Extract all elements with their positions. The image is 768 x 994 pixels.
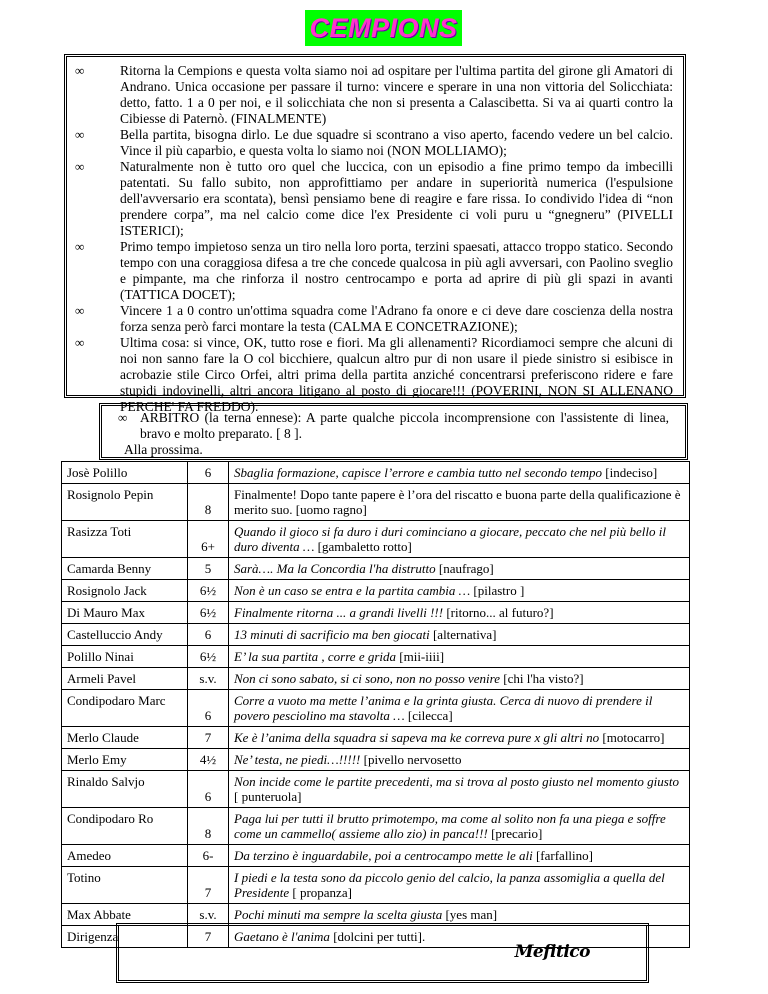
player-name: Castelluccio Andy <box>62 624 188 646</box>
rating-row <box>62 580 690 602</box>
page-title-banner <box>305 10 462 46</box>
player-comment-cell <box>229 845 690 867</box>
player-comment-cell <box>229 808 690 845</box>
player-comment: Sarà…. Ma la Concordia l'ha distrutto <box>234 561 436 576</box>
player-name: Rosignolo Pepin <box>62 484 188 521</box>
infinity-bullet-icon: ∞ <box>75 159 85 174</box>
player-nickname: [pilastro ] <box>473 583 525 598</box>
player-nickname: [cilecca] <box>407 708 453 723</box>
player-nickname: [ritorno... al futuro?] <box>446 605 554 620</box>
player-comment-cell <box>229 484 690 521</box>
rating-row <box>62 808 690 845</box>
player-vote: 8 <box>188 484 229 521</box>
referee-box <box>99 403 688 460</box>
player-name: Rosignolo Jack <box>62 580 188 602</box>
player-comment-cell <box>229 646 690 668</box>
report-paragraph <box>75 239 673 303</box>
player-comment-cell <box>229 521 690 558</box>
player-nickname: [alternativa] <box>432 627 497 642</box>
rating-row <box>62 602 690 624</box>
infinity-bullet-icon: ∞ <box>75 127 85 142</box>
player-nickname: [motocarro] <box>602 730 665 745</box>
player-name: Condipodaro Marc <box>62 690 188 727</box>
infinity-bullet-icon: ∞ <box>75 303 85 318</box>
player-comment-cell <box>229 727 690 749</box>
player-vote: 6 <box>188 771 229 808</box>
player-comment: Ne’ testa, ne piedi…!!!!! <box>234 752 361 767</box>
report-paragraph-list <box>75 63 673 415</box>
player-name: Merlo Claude <box>62 727 188 749</box>
player-vote: 7 <box>188 727 229 749</box>
player-name: Di Mauro Max <box>62 602 188 624</box>
rating-row <box>62 749 690 771</box>
report-paragraph <box>75 303 673 335</box>
player-comment: 13 minuti di sacrificio ma ben giocati <box>234 627 430 642</box>
player-nickname: [mii-iiii] <box>399 649 445 664</box>
player-vote: 6½ <box>188 646 229 668</box>
match-report-box <box>64 54 686 414</box>
player-comment: Gaetano è l'anima <box>234 929 330 944</box>
referee-line <box>118 410 677 442</box>
paragraph-text: Ultima cosa: si vince, OK, tutto rose e fiori. Ma gli allenamenti? Ricordiamoci sempre che alcuni di noi non sanno fare la O col bicchiere, qualcun altro pur di non usare il piede sinistro si esibisce in acrobazie stile Circo Orfei, altri prima della partita anziché concentrarsi preferiscono ridere e fare stupidi indovinelli, altri ancora litigano al posto di giocare!!! (POVERINI, NON SI ALLENANO PERCHE' FA FREDDO). <box>120 335 673 414</box>
rating-row <box>62 484 690 521</box>
closing-text: Alla prossima. <box>124 442 203 457</box>
player-name: Dirigenza <box>62 926 188 948</box>
paragraph-text: Ritorna la Cempions e questa volta siamo noi ad ospitare per l'ultima partita del girone gli Amatori di Andrano. Unica occasione per passare il turno: vincere e sperare in una non vittoria del Solicchiata: detto, fatto. 1 a 0 per noi, e il solicchiata che non si presenta a Calascibetta. Si va ai quarti contro la Cibiesse di Paternò. (FINALMENTE) <box>120 63 673 126</box>
player-comment: Non ci sono sabato, si ci sono, non no posso venire <box>234 671 501 686</box>
player-nickname: [ propanza] <box>292 885 352 900</box>
rating-row <box>62 558 690 580</box>
player-comment: Non è un caso se entra e la partita cambia … <box>234 583 471 598</box>
player-name: Camarda Benny <box>62 558 188 580</box>
report-paragraph <box>75 63 673 127</box>
player-vote: 5 <box>188 558 229 580</box>
player-vote: 6½ <box>188 602 229 624</box>
player-comment-cell <box>229 462 690 484</box>
player-nickname: [gambaletto rotto] <box>317 539 412 554</box>
rating-row <box>62 690 690 727</box>
player-comment: Quando il gioco si fa duro i duri cominciano a giocare, peccato che nel più bello il duro diventa … <box>234 524 666 554</box>
player-vote: 6+ <box>188 521 229 558</box>
player-comment-cell <box>229 668 690 690</box>
rating-row <box>62 867 690 904</box>
player-comment-cell <box>229 771 690 808</box>
player-comment-cell <box>229 558 690 580</box>
player-comment: Pochi minuti ma sempre la scelta giusta <box>234 907 443 922</box>
referee-text: ARBITRO (la terna ennese): A parte qualche piccola incomprensione con l'assistente di linea, bravo e molto preparato. [ 8 ]. <box>140 410 669 441</box>
report-paragraph <box>75 127 673 159</box>
player-vote: s.v. <box>188 904 229 926</box>
player-vote: 7 <box>188 867 229 904</box>
player-nickname: [farfallino] <box>535 848 593 863</box>
paragraph-text: Naturalmente non è tutto oro quel che luccica, con un episodio a fine primo tempo da imbecilli patentati. Su fallo subito, non approfittiamo per andare in superiorità numerica (l'espulsione dell'avversario era scontata), bensì pensiamo bene di reagire e fare rissa. Io condivido l'idea di “non prendere corpa”, ma nel calcio come dice l'ex Presidente ci voli puru u “gnegneru” (PIVELLI ISTERICI); <box>120 159 673 238</box>
infinity-bullet-icon: ∞ <box>75 239 85 254</box>
player-comment: Ke è l’anima della squadra si sapeva ma ke correva pure x gli altri no <box>234 730 600 745</box>
player-vote: 6 <box>188 462 229 484</box>
player-nickname: [pivello nervosetto <box>363 752 462 767</box>
rating-row <box>62 462 690 484</box>
player-nickname: [chi l'ha visto?] <box>503 671 584 686</box>
rating-row <box>62 727 690 749</box>
player-vote: s.v. <box>188 668 229 690</box>
rating-row <box>62 845 690 867</box>
player-name: Josè Polillo <box>62 462 188 484</box>
player-nickname: [indeciso] <box>605 465 658 480</box>
player-name: Rasizza Toti <box>62 521 188 558</box>
rating-row <box>62 668 690 690</box>
player-name: Rinaldo Salvjo <box>62 771 188 808</box>
player-comment: Paga lui per tutti il brutto primotempo, ma come al solito non fa una piega e soffre come un cammello( assieme allo zio) in panca!!! <box>234 811 666 841</box>
player-vote: 6½ <box>188 580 229 602</box>
player-comment-cell <box>229 867 690 904</box>
player-comment: Da terzino è inguardabile, poi a centrocampo mette le ali <box>234 848 533 863</box>
player-name: Max Abbate <box>62 904 188 926</box>
paragraph-text: Primo tempo impietoso senza un tiro nella loro porta, terzini spaesati, attacco troppo statico. Secondo tempo con una coraggiosa difesa a tre che concede qualcosa in più agli avversari, con Paolino sveglio e pimpante, ma che rinforza il nostro centrocampo e porta ad aprire di più gli spazi in avanti (TATTICA DOCET); <box>120 239 673 302</box>
player-name: Condipodaro Ro <box>62 808 188 845</box>
player-name: Merlo Emy <box>62 749 188 771</box>
page-title: CEMPIONS <box>309 13 458 43</box>
player-vote: 6 <box>188 690 229 727</box>
player-comment-cell <box>229 690 690 727</box>
player-comment: E’ la sua partita , corre e grida <box>234 649 397 664</box>
report-paragraph <box>75 159 673 239</box>
player-comment: Finalmente! Dopo tante papere è l’ora del riscatto e buona parte della qualificazione è merito suo. <box>234 487 681 517</box>
rating-row <box>62 624 690 646</box>
player-comment: I piedi e la testa sono da piccolo genio del calcio, la panza assomiglia a quella del Presidente <box>234 870 665 900</box>
player-comment-cell <box>229 749 690 771</box>
player-vote: 4½ <box>188 749 229 771</box>
infinity-bullet-icon: ∞ <box>75 335 85 350</box>
rating-row <box>62 521 690 558</box>
player-name: Totino <box>62 867 188 904</box>
player-name: Polillo Ninai <box>62 646 188 668</box>
player-nickname: [yes man] <box>445 907 498 922</box>
rating-row <box>62 646 690 668</box>
player-name: Armeli Pavel <box>62 668 188 690</box>
player-comment: Finalmente ritorna ... a grandi livelli !!! <box>234 605 444 620</box>
player-comment-cell <box>229 580 690 602</box>
infinity-bullet-icon: ∞ <box>75 63 85 78</box>
player-vote: 6- <box>188 845 229 867</box>
signature: Mefitico <box>514 942 590 962</box>
paragraph-text: Vincere 1 a 0 contro un'ottima squadra come l'Adrano fa onore e ci deve dare coscienza della nostra forza senza però farci montare la testa (CALMA E CONCETRAZIONE); <box>120 303 673 334</box>
rating-row <box>62 771 690 808</box>
player-nickname: [dolcini per tutti]. <box>333 929 426 944</box>
player-name: Amedeo <box>62 845 188 867</box>
player-comment: Non incide come le partite precedenti, ma si trova al posto giusto nel momento giusto <box>234 774 679 789</box>
player-vote: 7 <box>188 926 229 948</box>
paragraph-text: Bella partita, bisogna dirlo. Le due squadre si scontrano a viso aperto, facendo vedere un bel calcio. Vince il più caparbio, e questa volta lo siamo noi (NON MOLLIAMO); <box>120 127 673 158</box>
player-nickname: [precario] <box>491 826 543 841</box>
signature-box <box>116 923 649 983</box>
player-comment: Sbaglia formazione, capisce l’errore e cambia tutto nel secondo tempo <box>234 465 603 480</box>
player-comment-cell <box>229 602 690 624</box>
player-vote: 6 <box>188 624 229 646</box>
player-comment-cell <box>229 624 690 646</box>
player-nickname: [naufrago] <box>438 561 494 576</box>
player-nickname: [ punteruola] <box>234 789 302 804</box>
player-nickname: [uomo ragno] <box>295 502 367 517</box>
infinity-bullet-icon: ∞ <box>118 410 128 425</box>
player-comment: Corre a vuoto ma mette l’anima e la grinta giusta. Cerca di nuovo di prendere il povero pesciolino ma stavolta … <box>234 693 653 723</box>
player-ratings-table <box>61 461 690 948</box>
player-vote: 8 <box>188 808 229 845</box>
